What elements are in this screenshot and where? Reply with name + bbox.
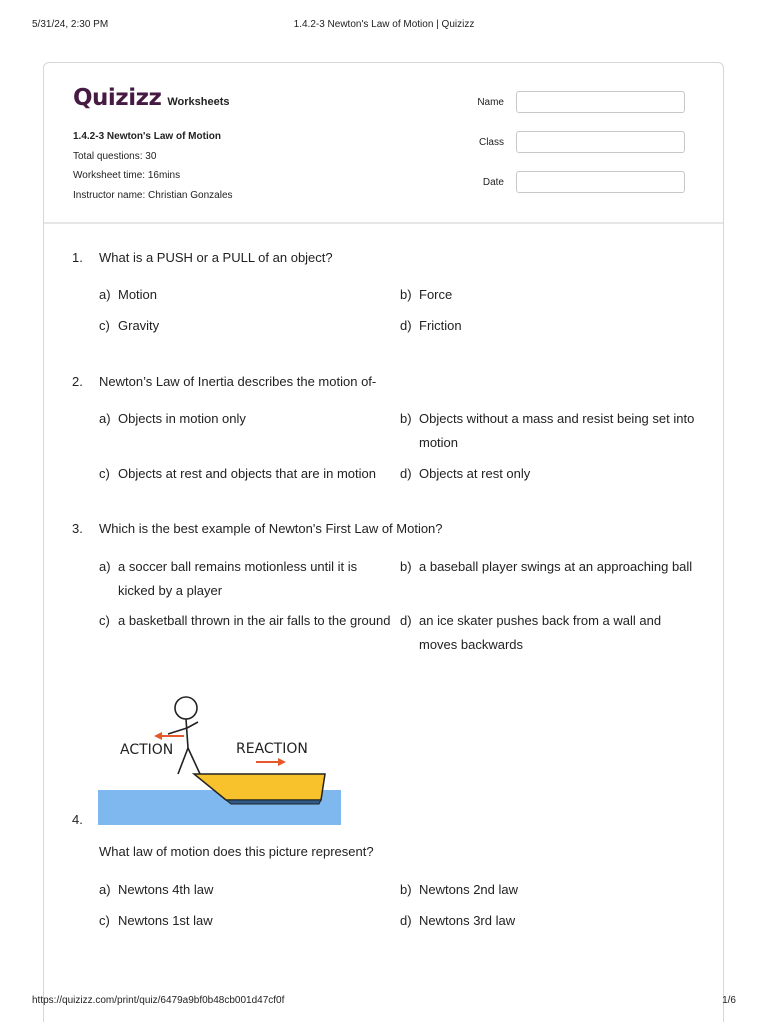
option-text: an ice skater pushes back from a wall and moves backwards bbox=[419, 613, 662, 652]
reaction-label: REACTION bbox=[236, 741, 308, 757]
option-letter: c) bbox=[99, 318, 110, 333]
option-text: a baseball player swings at an approaching ball bbox=[419, 559, 693, 574]
question-text: What law of motion does this picture represent? bbox=[99, 844, 374, 859]
option-text: Force bbox=[419, 287, 453, 302]
question-text: What is a PUSH or a PULL of an object? bbox=[99, 250, 333, 265]
option-letter: d) bbox=[400, 318, 412, 333]
print-page-title: 1.4.2-3 Newton's Law of Motion | Quizizz bbox=[293, 19, 475, 30]
stick-figure-arm bbox=[187, 722, 198, 728]
option-text: Newtons 4th law bbox=[118, 882, 214, 897]
question-text: Which is the best example of Newton's First Law of Motion? bbox=[99, 521, 443, 536]
class-row bbox=[459, 131, 685, 153]
option-letter: d) bbox=[400, 913, 412, 928]
option-letter: b) bbox=[400, 559, 412, 574]
option-letter: d) bbox=[400, 466, 412, 481]
class-field[interactable] bbox=[516, 131, 685, 153]
date-field[interactable] bbox=[516, 171, 685, 193]
total-questions: Total questions: 30 bbox=[73, 150, 157, 162]
instructor-name: Instructor name: Christian Gonzales bbox=[73, 189, 233, 201]
worksheet-header bbox=[44, 63, 723, 224]
question-text: Newton’s Law of Inertia describes the motion of- bbox=[99, 374, 377, 389]
option-text: Motion bbox=[118, 287, 158, 302]
worksheet-time: Worksheet time: 16mins bbox=[73, 170, 181, 181]
print-datetime: 5/31/24, 2:30 PM bbox=[32, 19, 109, 30]
quizizz-logo bbox=[73, 85, 230, 111]
reaction-arrowhead bbox=[278, 758, 286, 766]
print-url: https://quizizz.com/print/quiz/6479a9bf0b48cb001d47cf0f bbox=[32, 995, 285, 1006]
option-letter: c) bbox=[99, 613, 110, 628]
date-row bbox=[459, 171, 685, 193]
product-name: Worksheets bbox=[167, 96, 230, 108]
option-text: Gravity bbox=[118, 318, 160, 333]
name-field[interactable] bbox=[516, 91, 685, 113]
option-letter: a) bbox=[99, 559, 111, 574]
option-letter: a) bbox=[99, 411, 111, 426]
stick-figure-leg bbox=[178, 748, 188, 774]
question-number: 2. bbox=[72, 374, 83, 389]
stick-figure-leg bbox=[188, 748, 200, 774]
option-letter: a) bbox=[99, 882, 111, 897]
stick-figure-head bbox=[175, 697, 197, 719]
option-letter: c) bbox=[99, 466, 110, 481]
stick-figure-body bbox=[186, 719, 188, 748]
option-letter: b) bbox=[400, 287, 412, 302]
option-letter: b) bbox=[400, 411, 412, 426]
option-text: Objects without a mass and resist being set into motion bbox=[419, 411, 695, 450]
option-text: Newtons 2nd law bbox=[419, 882, 518, 897]
option-text: Objects in motion only bbox=[118, 411, 246, 426]
print-header bbox=[32, 19, 736, 30]
option-letter: c) bbox=[99, 913, 110, 928]
option-text: Newtons 3rd law bbox=[419, 913, 516, 928]
date-label: Date bbox=[482, 176, 504, 188]
action-arrowhead bbox=[154, 732, 162, 740]
print-footer bbox=[32, 995, 736, 1006]
class-label: Class bbox=[478, 136, 504, 148]
page-number: 1/6 bbox=[722, 995, 736, 1006]
boat-hull-shadow bbox=[226, 800, 321, 804]
question-number: 1. bbox=[72, 250, 83, 265]
option-text: a soccer ball remains motionless until it is kicked by a player bbox=[118, 559, 358, 598]
name-label: Name bbox=[477, 96, 504, 108]
brand-name: Quizizz bbox=[73, 85, 162, 111]
option-text: Objects at rest only bbox=[419, 466, 531, 481]
quiz-meta bbox=[73, 127, 233, 205]
option-letter: b) bbox=[400, 882, 412, 897]
option-letter: d) bbox=[400, 613, 412, 628]
action-label: ACTION bbox=[120, 742, 174, 758]
option-text: Friction bbox=[419, 318, 462, 333]
question-number: 3. bbox=[72, 521, 83, 536]
action-reaction-illustration bbox=[98, 690, 341, 825]
name-row bbox=[459, 91, 685, 113]
option-text: Objects at rest and objects that are in motion bbox=[118, 466, 376, 481]
question-number: 4. bbox=[72, 812, 83, 827]
option-text: a basketball thrown in the air falls to the ground bbox=[118, 613, 391, 628]
quiz-title: 1.4.2-3 Newton's Law of Motion bbox=[73, 131, 221, 142]
option-letter: a) bbox=[99, 287, 111, 302]
option-text: Newtons 1st law bbox=[118, 913, 213, 928]
stick-figure-arm bbox=[168, 728, 187, 734]
